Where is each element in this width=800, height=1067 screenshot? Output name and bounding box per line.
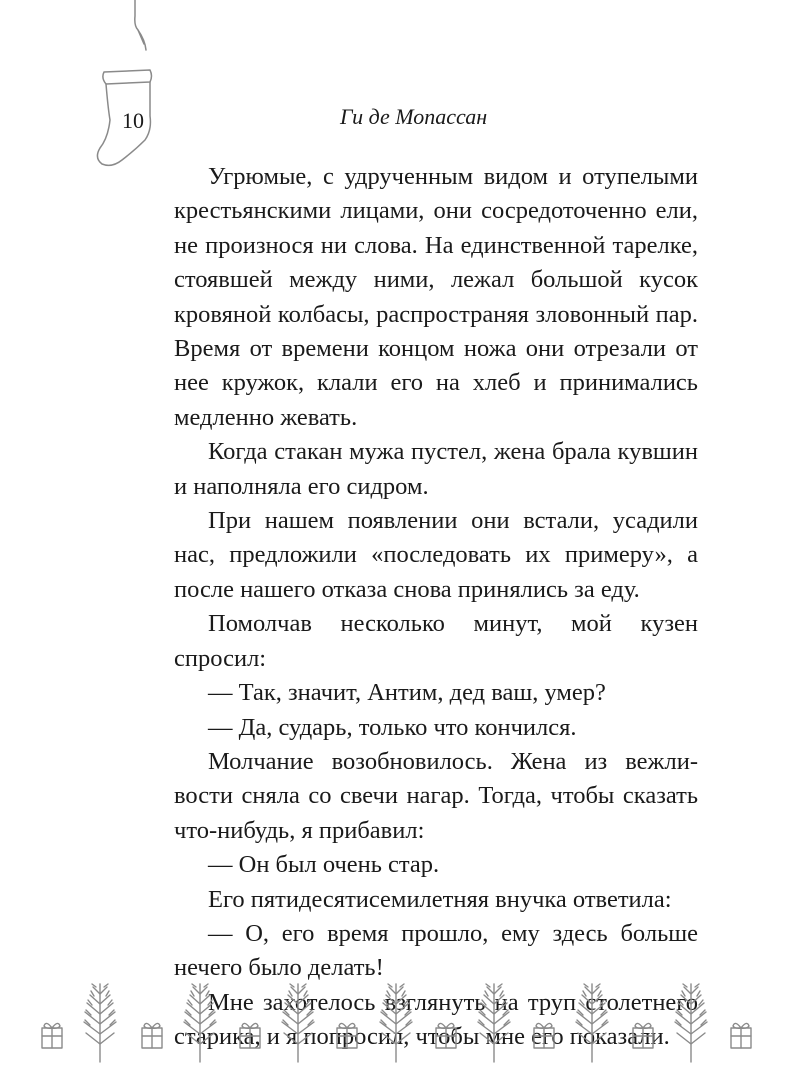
gift-icon	[142, 1023, 162, 1048]
christmas-tree-icon	[380, 984, 412, 1062]
paragraph: Когда стакан мужа пустел, жена брала кувшин и наполняла его сидром.	[174, 438, 698, 500]
dialogue-line: — Так, значит, Антим, дед ваш, умер?	[208, 679, 606, 707]
gift-icon	[731, 1023, 751, 1048]
paragraph: Мне захотелось взглянуть на труп столетнего старика, и я попросил, чтобы мне его показали.	[174, 988, 698, 1051]
stocking-icon	[90, 0, 190, 180]
paragraph: При нашем появлении они встали, усадили нас, предложили «последовать их примеру», а после нашего отказа снова принялись за еду.	[174, 507, 698, 603]
paragraph: Помолчав несколько минут, мой кузен спросил:	[174, 610, 698, 672]
gift-icon	[436, 1023, 456, 1048]
christmas-tree-icon	[184, 984, 216, 1062]
christmas-tree-icon	[478, 984, 510, 1062]
paragraph: Его пятидесятисемилетняя внучка ответила:	[208, 885, 672, 913]
gift-icon	[42, 1023, 62, 1048]
paragraph: Молчание возобновилось. Жена из вежливости сняла со свечи нагар. Тогда, чтобы сказать что-нибудь, я прибавил:	[174, 747, 698, 844]
gift-icon	[337, 1023, 357, 1048]
footer-ornament	[0, 978, 800, 1067]
dialogue-line: — Да, сударь, только что кончился.	[208, 713, 577, 741]
gift-icon	[240, 1023, 260, 1048]
gift-icon	[534, 1023, 554, 1048]
page-number: 10	[122, 108, 144, 133]
body-text	[174, 160, 698, 1055]
christmas-tree-icon	[576, 984, 608, 1062]
dialogue-line: — О, его время прошло, ему здесь больше нечего было делать!	[174, 919, 698, 982]
dialogue-line: — Он был очень стар.	[208, 851, 440, 879]
running-header: Ги де Мопассан	[340, 104, 488, 129]
christmas-tree-icon	[282, 984, 314, 1062]
paragraph: Угрюмые, с удрученным видом и отупелыми крестьянскими лицами, они сосредоточенно ели, не произнося ни слова. На единственной тарелке, стоявшей между ними, лежал большой кусок кровяной колбасы, распространяя зловонный пар. Время от времени концом ножа они отрезали от нее кружок, клали его на хлеб и принимались медленно жевать.	[174, 163, 698, 431]
christmas-tree-icon	[675, 984, 707, 1062]
christmas-tree-icon	[84, 984, 116, 1062]
gift-icon	[633, 1023, 653, 1048]
